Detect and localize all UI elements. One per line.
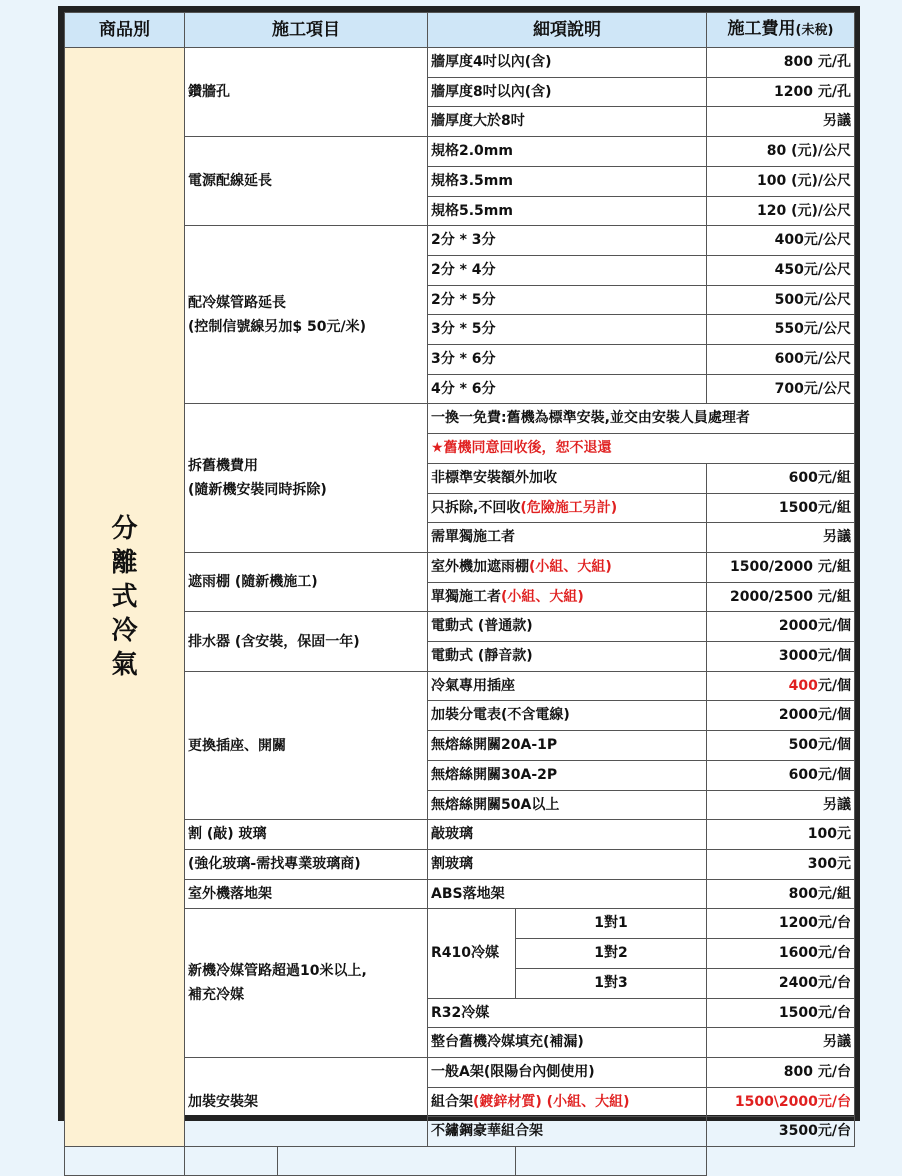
table-row: 加裝分電表(不含電線) 2000元/個 bbox=[65, 701, 855, 731]
table-row: 新機冷媒管路超過10米以上, 補充冷媒 R410冷媒 1對1 1200元/台 bbox=[65, 909, 855, 939]
star-icon: ★ bbox=[431, 440, 444, 457]
item-stand: 室外機落地架 bbox=[185, 879, 428, 909]
table-row: 加裝安裝架 一般A架(限陽台內側使用) 800 元/台 bbox=[65, 1057, 855, 1087]
price-table-container bbox=[64, 12, 854, 1140]
price-table bbox=[64, 12, 855, 1176]
table-row: 單獨施工者(小組、大組) 2000/2500 元/組 bbox=[65, 582, 855, 612]
table-header-row bbox=[65, 13, 855, 48]
table-row: 拆舊機費用 (隨新機安裝同時拆除) 一換一免費:舊機為標準安裝,並交由安裝人員處理者 bbox=[65, 404, 855, 434]
table-row: 無熔絲開關50A以上 另議 bbox=[65, 790, 855, 820]
table-row: 1對2 1600元/台 bbox=[65, 939, 855, 969]
table-row: 無熔絲開關30A-2P 600元/個 bbox=[65, 760, 855, 790]
table-row: 規格5.5mm 120 (元)/公尺 bbox=[65, 196, 855, 226]
table-row: 非標準安裝額外加收 600元/組 bbox=[65, 463, 855, 493]
table-row: 只拆除,不回收(危險施工另計) 1500元/組 bbox=[65, 493, 855, 523]
item-drain: 排水器 (含安裝，保固一年) bbox=[185, 612, 428, 671]
table-row: 電動式 (靜音款) 3000元/個 bbox=[65, 642, 855, 672]
item-remove: 拆舊機費用 (隨新機安裝同時拆除) bbox=[185, 404, 428, 553]
header-fee: 施工費用(未稅) bbox=[707, 13, 855, 48]
header-category: 商品別 bbox=[65, 13, 185, 48]
table-row: 2分 * 4分 450元/公尺 bbox=[65, 255, 855, 285]
table-row: (強化玻璃-需找專業玻璃商) 割玻璃 300元 bbox=[65, 849, 855, 879]
table-row: 2分 * 5分 500元/公尺 bbox=[65, 285, 855, 315]
table-row: 牆厚度大於8吋 另議 bbox=[65, 107, 855, 137]
table-row: 需單獨施工者 另議 bbox=[65, 523, 855, 553]
table-row: R32冷媒 1500元/台 bbox=[65, 998, 855, 1028]
item-glass-note: (強化玻璃-需找專業玻璃商) bbox=[185, 849, 428, 879]
r410-label: R410冷媒 bbox=[428, 909, 516, 998]
table-row: 室外機落地架 ABS落地架 800元/組 bbox=[65, 879, 855, 909]
table-row: 分離式冷氣 鑽牆孔 牆厚度4吋以內(含) 800 元/孔 bbox=[65, 48, 855, 78]
table-row: ★舊機同意回收後，恕不退還 bbox=[65, 434, 855, 464]
item-power: 電源配線延長 bbox=[185, 137, 428, 226]
table-row: 無熔絲開關20A-1P 500元/個 bbox=[65, 731, 855, 761]
table-row: 更換插座、開關 冷氣專用插座 400元/個 bbox=[65, 671, 855, 701]
item-refrigerant: 新機冷媒管路超過10米以上, 補充冷媒 bbox=[185, 909, 428, 1058]
header-detail: 細項說明 bbox=[428, 13, 707, 48]
table-row: 配冷媒管路延長 (控制信號線另加$ 50元/米) 2分 * 3分 400元/公尺 bbox=[65, 226, 855, 256]
item-awning: 遮雨棚 (隨新機施工) bbox=[185, 552, 428, 611]
category-cell: 分離式冷氣 bbox=[65, 48, 185, 1147]
table-row: 組合架(鍍鋅材質) (小組、大組) 1500\2000元/台 bbox=[65, 1087, 855, 1117]
table-row: 遮雨棚 (隨新機施工) 室外機加遮雨棚(小組、大組) 1500/2000 元/組 bbox=[65, 552, 855, 582]
header-item: 施工項目 bbox=[185, 13, 428, 48]
item-drill: 鑽牆孔 bbox=[185, 48, 428, 137]
table-row: 割 (敲) 玻璃 敲玻璃 100元 bbox=[65, 820, 855, 850]
table-row: 排水器 (含安裝，保固一年) 電動式 (普通款) 2000元/個 bbox=[65, 612, 855, 642]
item-pipe: 配冷媒管路延長 (控制信號線另加$ 50元/米) bbox=[185, 226, 428, 404]
table-row: 3分 * 6分 600元/公尺 bbox=[65, 345, 855, 375]
table-row: 4分 * 6分 700元/公尺 bbox=[65, 374, 855, 404]
item-socket: 更換插座、開關 bbox=[185, 671, 428, 820]
item-rack: 加裝安裝架 bbox=[185, 1057, 428, 1146]
item-glass: 割 (敲) 玻璃 bbox=[185, 820, 428, 850]
table-row: 規格3.5mm 100 (元)/公尺 bbox=[65, 166, 855, 196]
table-row: 電源配線延長 規格2.0mm 80 (元)/公尺 bbox=[65, 137, 855, 167]
table-row: 1對3 2400元/台 bbox=[65, 968, 855, 998]
table-row: 整台舊機冷媒填充(補漏) 另議 bbox=[65, 1028, 855, 1058]
table-row: 牆厚度8吋以內(含) 1200 元/孔 bbox=[65, 77, 855, 107]
table-row: 3分 * 5分 550元/公尺 bbox=[65, 315, 855, 345]
table-row bbox=[65, 1147, 855, 1176]
table-row: 不鏽鋼豪華組合架 3500元/台 bbox=[65, 1117, 855, 1147]
